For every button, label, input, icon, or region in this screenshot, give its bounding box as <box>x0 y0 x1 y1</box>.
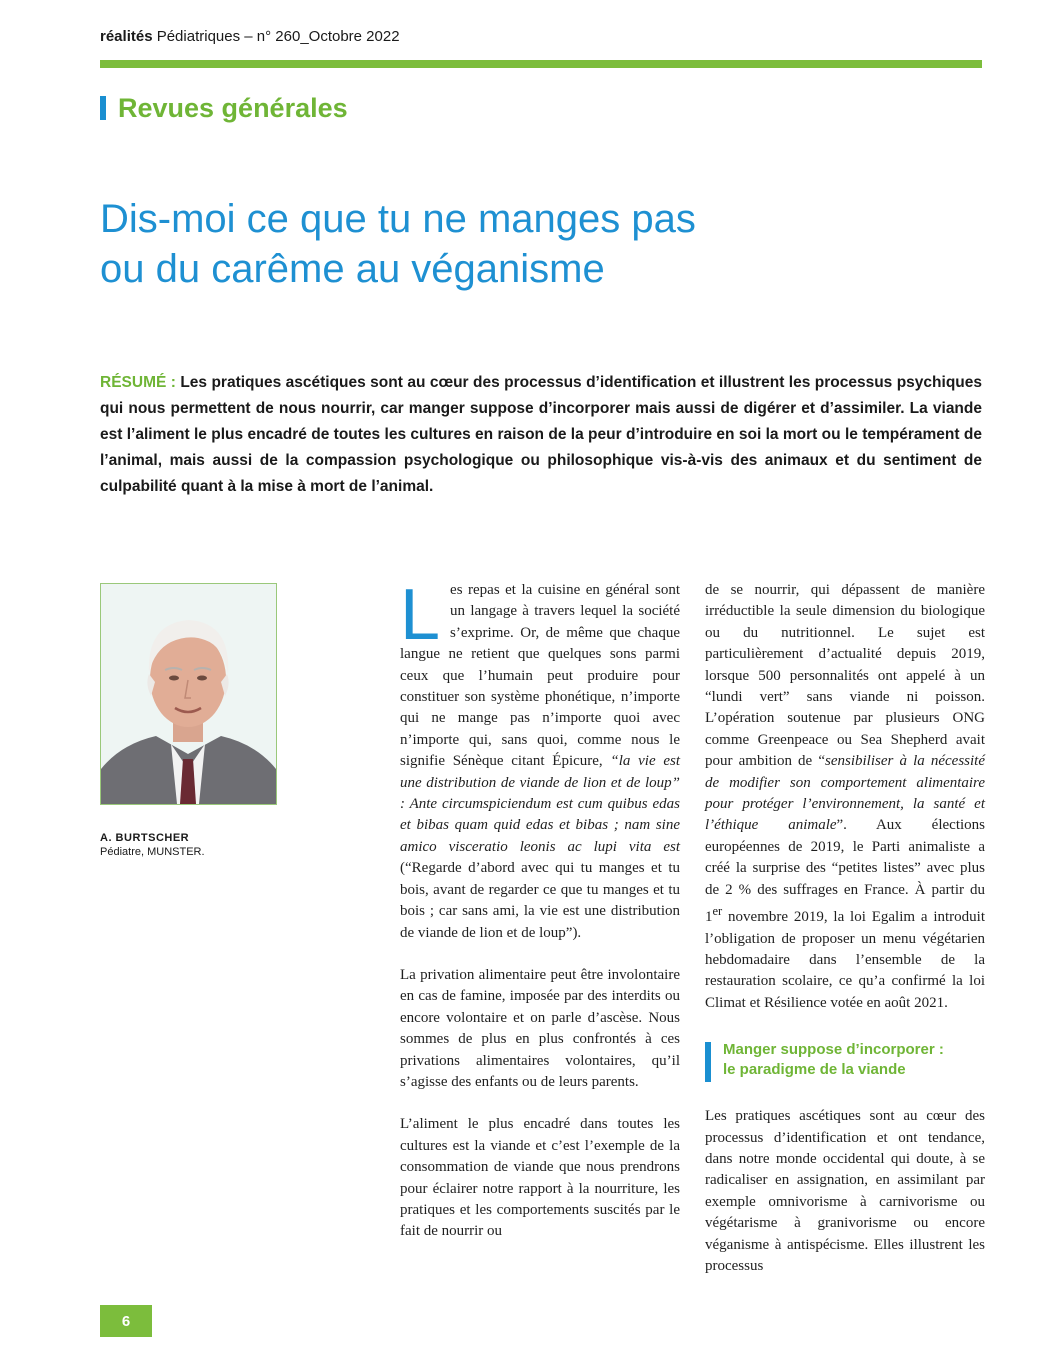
body-column-2 <box>705 580 985 1298</box>
paragraph-text: novembre 2019, la loi Egalim a introduit l’obligation de proposer un menu végétarien hebdomadaire dans l’ensemble de la restauration scolaire, ce qu’a confirmé la loi Climat et Résilience votée en août 2021. <box>705 909 985 1011</box>
superscript: er <box>712 904 723 919</box>
section-rubric <box>100 92 348 124</box>
subheading-line-2: le paradigme de la viande <box>723 1061 906 1079</box>
issue-info: Pédiatriques – n° 260_Octobre 2022 <box>152 28 400 45</box>
abstract-text: Les pratiques ascétiques sont au cœur des processus d’identification et illustrent les processus psychiques qui nous permettent de nous nourrir, car manger suppose d’incorporer mais aussi de digérer et d’assimiler. La viande est l’aliment le plus encadré de toutes les cultures en raison de la peur d’introduire en soi la mort ou le tempérament de l’animal, mais aussi de la compassion psychologique ou philosophique vis-à-vis des animaux et du sentiment de culpabilité quant à la mise à mort de l’animal. <box>100 374 982 495</box>
title-line-1: Dis-moi ce que tu ne manges pas <box>100 197 696 241</box>
italic-quote: sensibiliser à la nécessité de modifier son comportement alimentaire pour protéger l’environnement, la santé et l’éthique animale <box>705 753 985 834</box>
running-head <box>100 28 400 45</box>
abstract <box>100 370 982 500</box>
author-photo <box>100 583 277 805</box>
paragraph-text: es repas et la cuisine en général sont un langage à travers lequel la société s’exprime. Or, de même que chaque langue ne retient que quelques sons parmi ceux que l’humain peut produire pour constituer son système phonétique, n’importe qui ne mange pas n’importe quoi avec n’importe qui, sans quoi, comme nous le signifie Sénèque citant Épicure, <box>400 582 680 770</box>
subheading-marker <box>705 1042 711 1082</box>
page-number: 6 <box>100 1305 152 1337</box>
paragraph: La privation alimentaire peut être involontaire en cas de famine, imposée par des interdits ou encore volontaire et on parle d’ascèse. Nous sommes de plus en plus confrontés à ces privations alimentaires volontaires, qu’il s’agisse des enfants ou de leurs parents. <box>400 966 680 1090</box>
header-rule <box>100 60 982 68</box>
paragraph-text: ”. Aux élections européennes de 2019, le Parti animaliste a créé la surprise des “petites listes” avec plus de 2 % des suffrages en France. À partir du 1 <box>705 817 985 926</box>
paragraph: Les pratiques ascétiques sont au cœur des processus d’identification et ont tendance, dans notre monde occidental qui doute, à se radicaliser en assignation, en assimilant par exemple omnivorisme à carnivorisme ou végétarisme à granivorisme ou encore véganisme à antispécisme. Elles illustrent les processus <box>705 1108 985 1274</box>
rubric-label: Revues générales <box>118 92 348 123</box>
body-column-1 <box>400 575 680 1264</box>
paragraph-text: (“Regarde d’abord avec qui tu manges et tu bois, avant de regarder ce que tu manges et tu bois ; car sans ami, la vie est une distribution de viande de lion et de loup”). <box>400 860 680 941</box>
drop-cap: L <box>400 575 441 655</box>
title-line-2: ou du carême au véganisme <box>100 247 605 291</box>
paragraph-text: de se nourrir, qui dépassent de manière irréductible la seule dimension du biologique ou du nutritionnel. Le sujet est particulièrement d’actualité depuis 2019, lorsque 500 personnalités ont appelé à un “lundi vert” sans viande ni poisson. L’opération soutenue par plusieurs ONG comme Greenpeace ou Sea Shepherd avait pour ambition de “ <box>705 582 985 770</box>
author-role: Pédiatre, MUNSTER. <box>100 846 205 858</box>
author-credit <box>100 832 205 858</box>
author-name: A. BURTSCHER <box>100 832 190 844</box>
latin-quote: “la vie est une distribution de viande de lion et de loup” : Ante circumspiciendum est cum quibus edas et bibas quam quid edas et bibas ; nam sine amico visceratio leonis ac lupi vita est <box>400 753 680 855</box>
abstract-lead: RÉSUMÉ : <box>100 374 176 391</box>
subheading-text <box>723 1040 944 1082</box>
paragraph <box>400 575 680 944</box>
rubric-marker <box>100 96 106 120</box>
section-subheading <box>705 1040 985 1082</box>
journal-brand: réalités <box>100 28 153 45</box>
paragraph <box>705 580 985 1014</box>
paragraph: L’aliment le plus encadré dans toutes les cultures est la viande et c’est l’exemple de la consommation de viande que nous prendrons pour éclairer notre rapport à la nourriture, les pratiques et les comportements suscités par le fait de nourrir ou <box>400 1116 680 1240</box>
author-portrait-image <box>101 584 276 804</box>
subheading-line-1: Manger suppose d’incorporer : <box>723 1041 944 1059</box>
article-title <box>100 194 980 294</box>
